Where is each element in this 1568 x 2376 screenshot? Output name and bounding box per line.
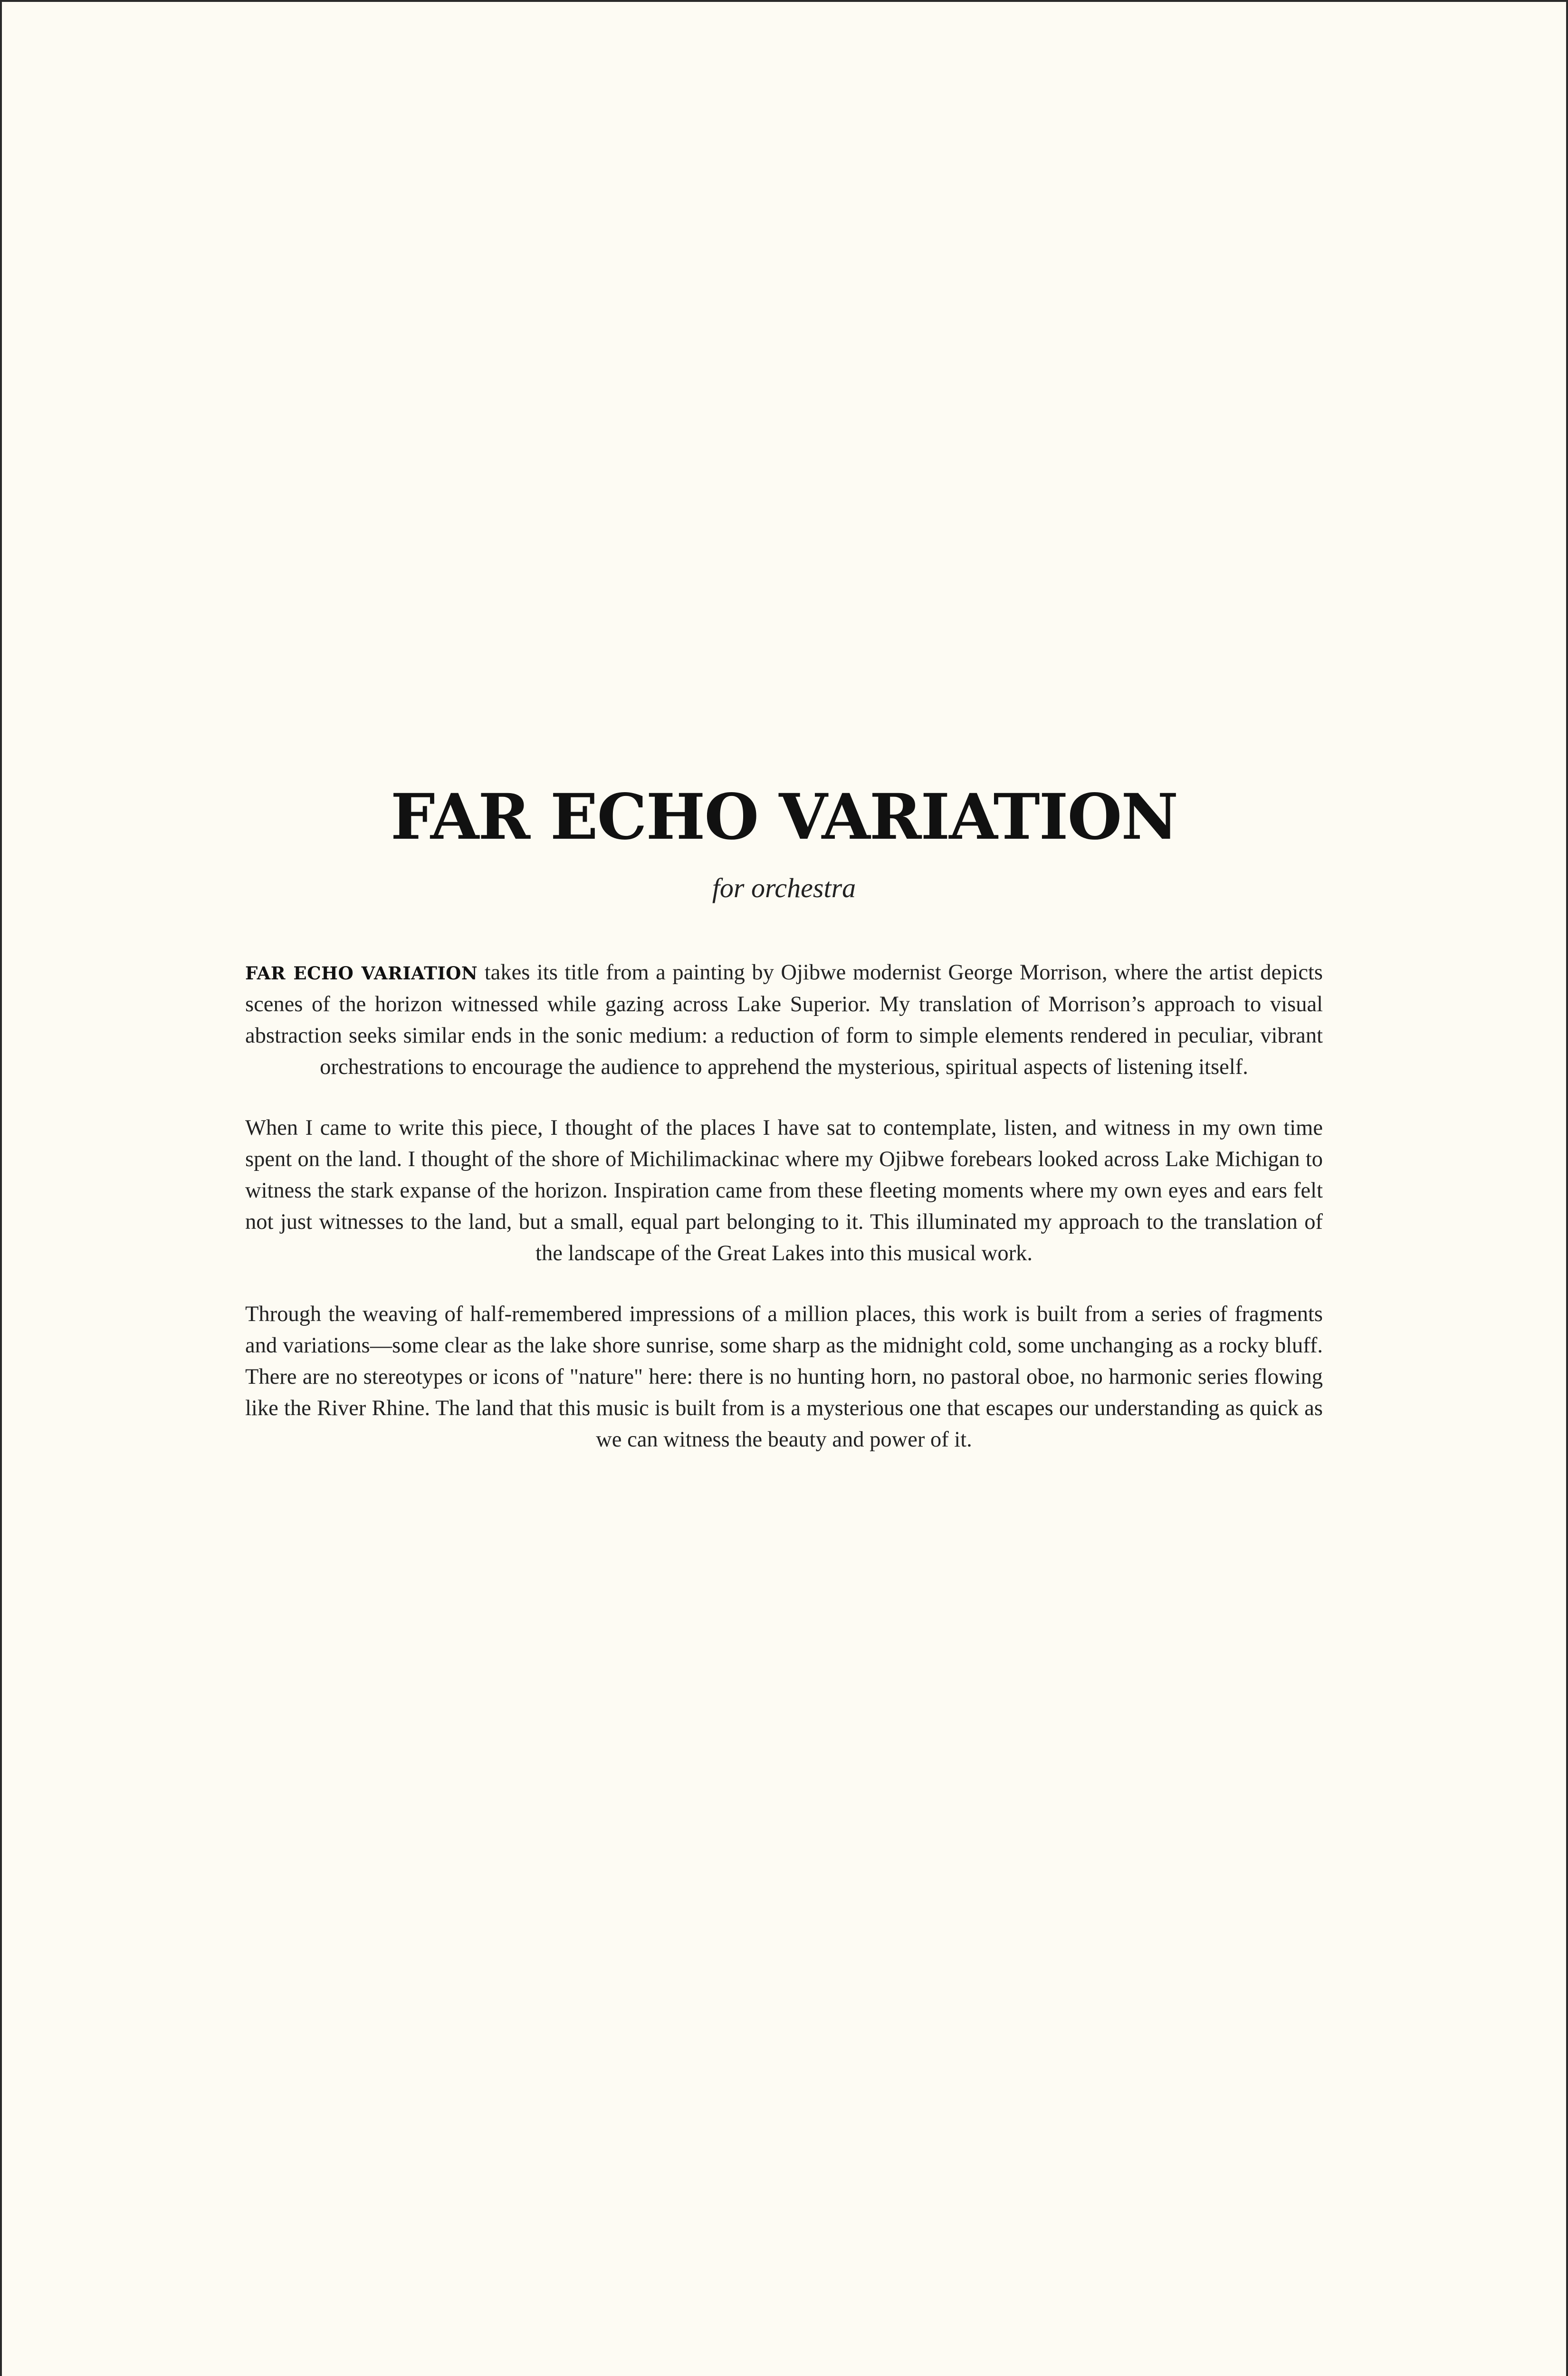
paragraph-3: Through the weaving of half-remembered impressions of a million places, this work is built from a series of fragments and variations—some clear as the lake shore sunrise, some sharp as the midnight cold, some unchanging as a rocky bluff. There are no stereotypes or icons of "nature" here: there is no hunting horn, no pastoral oboe, no harmonic series flowing like the River Rhine. The land that this music is built from is a mysterious one that escapes our understanding as quick as we can witness the beauty and power of it. — [245, 1302, 1323, 1452]
paragraph-1-text: takes its title from a painting by Ojibwe modernist George Morrison, where the artist depicts scenes of the horizon witnessed while gazing across Lake Superior. My translation of Morrison’s approach to visual abstraction seeks similar ends in the sonic medium: a reduction of form to simple elements rendered in peculiar, vibrant orchestrations to encourage the audience to apprehend the mysterious, spiritual aspects of listening itself. — [245, 960, 1323, 1079]
program-note — [245, 779, 1323, 1456]
page-subtitle: for orchestra — [712, 872, 856, 903]
paragraph-1-title-reference: FAR ECHO VARIATION — [245, 963, 478, 984]
paragraph-2: When I came to write this piece, I thought of the places I have sat to contemplate, listen, and witness in my own time spent on the land. I thought of the shore of Michilimackinac where my Ojibwe forebears looked across Lake Michigan to witness the stark expanse of the horizon. Inspiration came from these fleeting moments where my own eyes and ears felt not just witnesses to the land, but a small, equal part belonging to it. This illuminated my approach to the translation of the landscape of the Great Lakes into this musical work. — [245, 1116, 1323, 1265]
page-title: FAR ECHO VARIATION — [390, 780, 1178, 854]
paragraph-1 — [245, 957, 1323, 1083]
